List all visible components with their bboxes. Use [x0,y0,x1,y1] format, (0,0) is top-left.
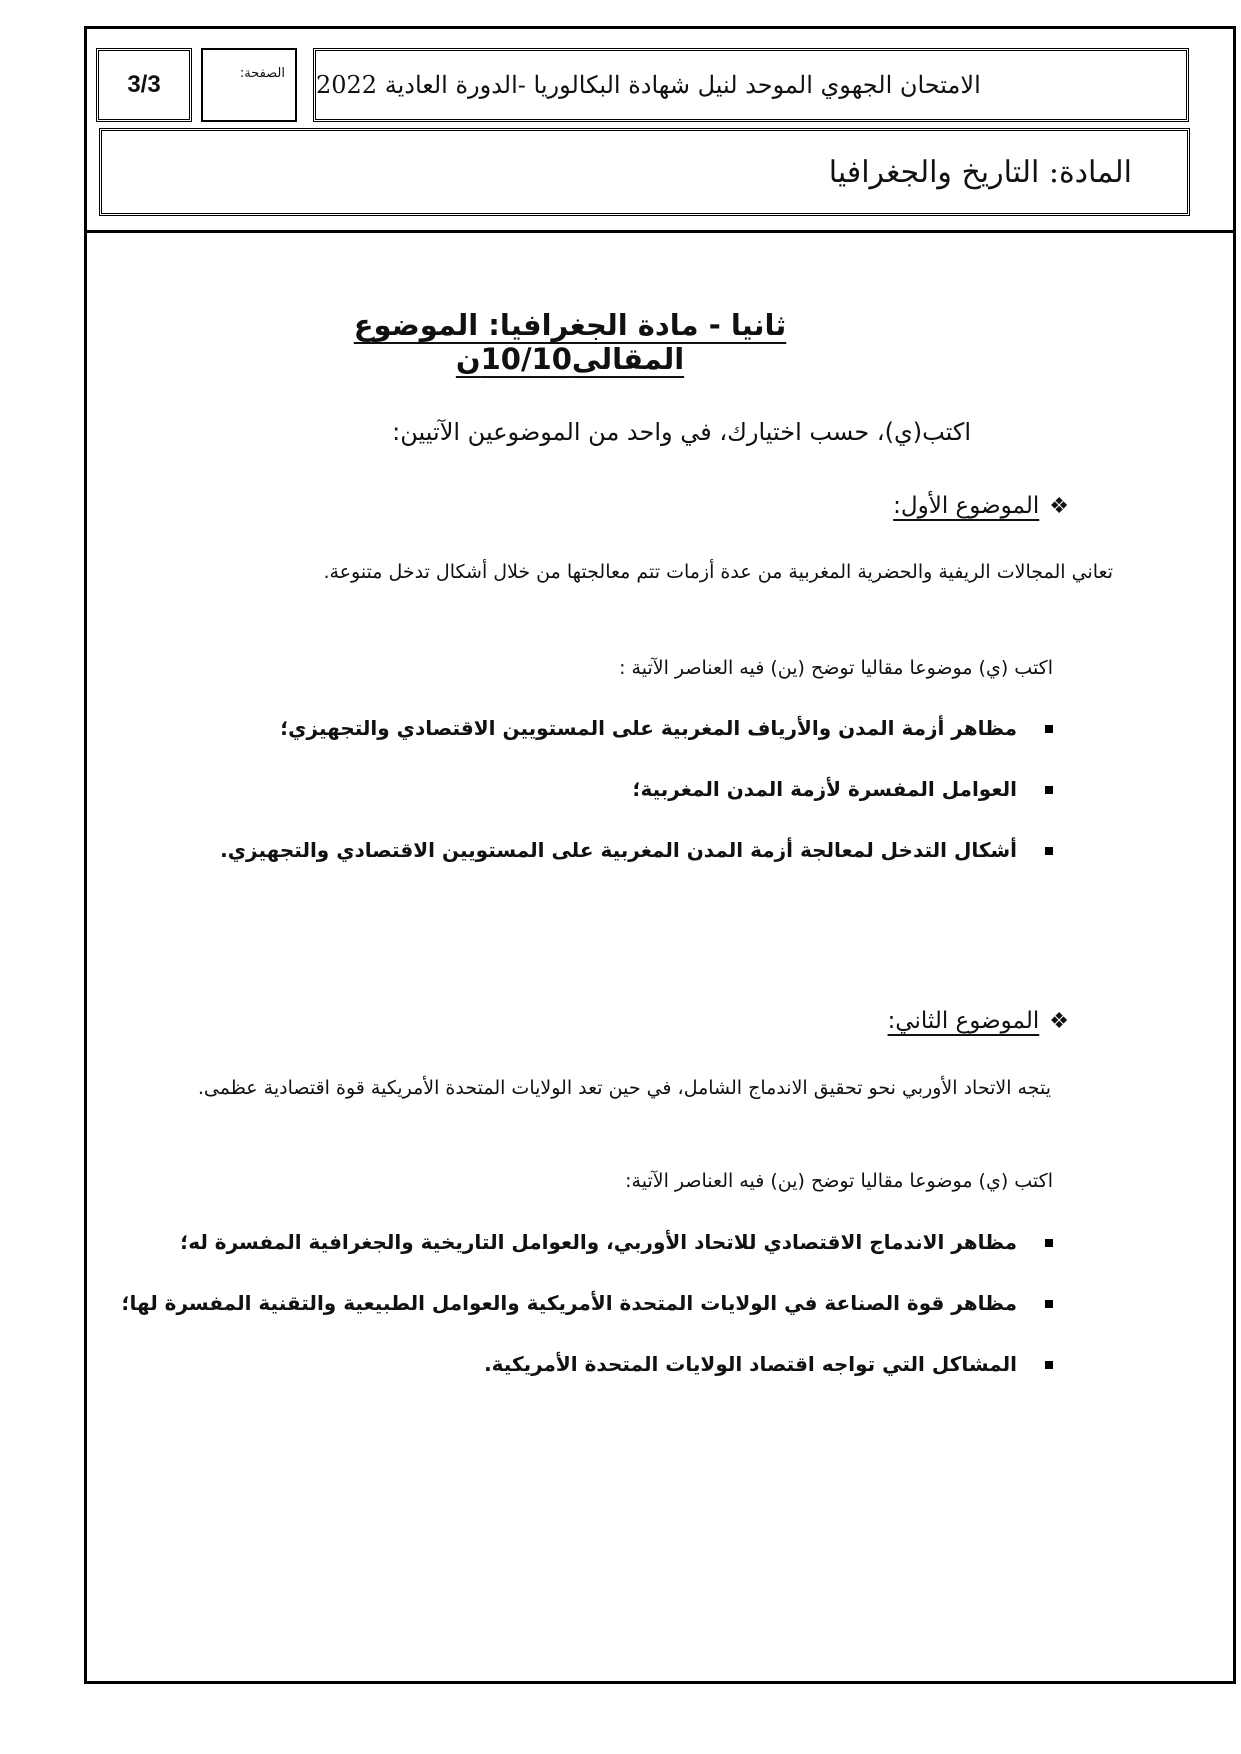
instruction-text: اكتب(ي)، حسب اختيارك، في واحد من الموضوعين الآتيين: [392,418,971,446]
topic2-items [122,1230,1054,1376]
topic2-task: اكتب (ي) موضوعا مقاليا توضح (ين) فيه العناصر الآتية: [625,1170,1053,1192]
list-item: مظاهر قوة الصناعة في الولايات المتحدة الأمريكية والعوامل الطبيعية والتقنية المفسرة لها؛ [122,1291,1054,1315]
section-title: ثانيا - مادة الجغرافيا: الموضوع المقالى10/10ن [353,308,787,376]
square-bullet-icon [1045,1361,1053,1369]
page-label: الصفحة: [239,66,285,81]
topic1-heading [893,493,1069,519]
topic2-heading-label: الموضوع الثاني: [887,1008,1040,1034]
diamond-bullet-icon: ❖ [1049,1008,1069,1034]
header-divider [84,230,1236,233]
page-label-box [201,48,297,122]
list-item: أشكال التدخل لمعالجة أزمة المدن المغربية على المستويين الاقتصادي والتجهيزي. [220,838,1053,862]
subject-box [99,128,1190,216]
square-bullet-icon [1045,1239,1053,1247]
topic1-intro: تعاني المجالات الريفية والحضرية المغربية من عدة أزمات تتم معالجتها من خلال أشكال تدخل متنوعة. [323,561,1113,583]
list-item: مظاهر أزمة المدن والأرياف المغربية على المستويين الاقتصادي والتجهيزي؛ [220,716,1053,740]
square-bullet-icon [1045,847,1053,855]
topic2-intro: يتجه الاتحاد الأوربي نحو تحقيق الاندماج الشامل، في حين تعد الولايات المتحدة الأمريكية قوة اقتصادية عظمى. [197,1077,1051,1099]
list-item: المشاكل التي تواجه اقتصاد الولايات المتحدة الأمريكية. [122,1352,1054,1376]
list-item: مظاهر الاندماج الاقتصادي للاتحاد الأوربي، والعوامل التاريخية والجغرافية المفسرة له؛ [122,1230,1054,1254]
square-bullet-icon [1045,725,1053,733]
exam-title: الامتحان الجهوي الموحد لنيل شهادة البكالوريا -الدورة العادية 2022 [316,71,981,99]
topic1-items [220,716,1053,862]
subject-title: المادة: التاريخ والجغرافيا [828,154,1132,190]
page-number: 3/3 [127,71,161,98]
diamond-bullet-icon: ❖ [1049,493,1069,519]
exam-title-box [313,48,1189,122]
square-bullet-icon [1045,1300,1053,1308]
topic1-heading-label: الموضوع الأول: [893,493,1040,519]
page-number-box [96,48,192,122]
square-bullet-icon [1045,786,1053,794]
topic2-heading [888,1008,1069,1034]
list-item: العوامل المفسرة لأزمة المدن المغربية؛ [220,777,1053,801]
topic1-task: اكتب (ي) موضوعا مقاليا توضح (ين) فيه العناصر الآتية : [619,657,1053,679]
